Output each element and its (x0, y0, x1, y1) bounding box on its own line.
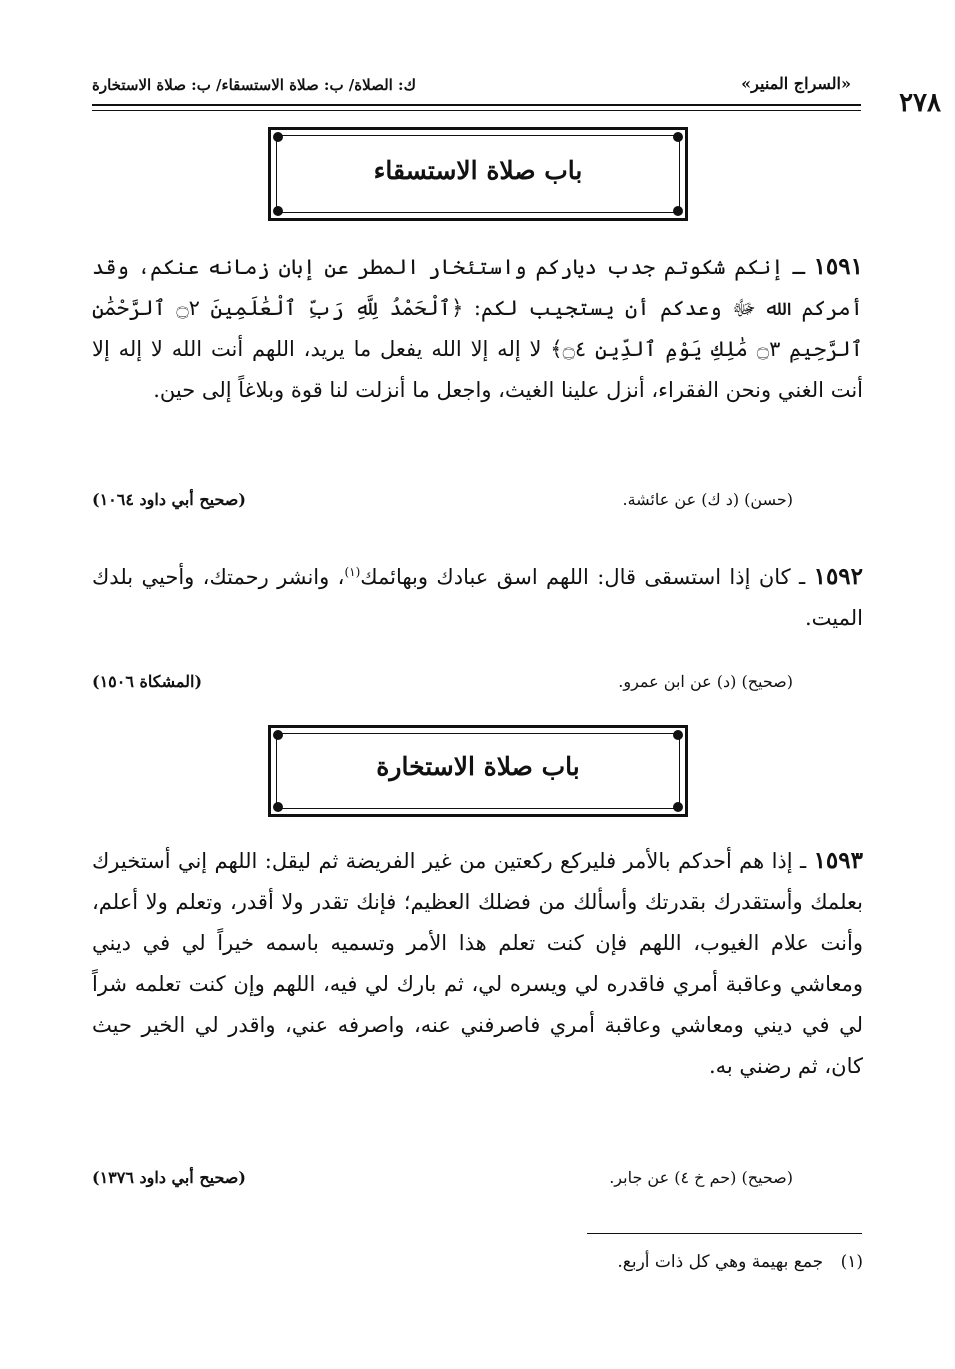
hadith-number: ١٥٩٢ (813, 563, 864, 590)
book-title: «السراج المنير» (741, 74, 851, 93)
page-number: ٢٧٨ (899, 88, 941, 118)
footnote (617, 1252, 863, 1272)
hadith-grading: (حسن) (د ك) عن عائشة. (622, 490, 793, 509)
hadith-source (92, 490, 863, 520)
corner-ornament (673, 730, 683, 740)
running-header (92, 66, 941, 118)
footnote-separator (587, 1233, 862, 1234)
hadith-source (92, 1168, 863, 1198)
footnote-marker[interactable]: (١) (344, 565, 361, 579)
corner-ornament (673, 206, 683, 216)
hadith-grading: (صحيح) (حم خ ٤) عن جابر. (609, 1168, 793, 1187)
hadith-text-continued: لا إله إلا الله يفعل ما يريد، اللهم أنت الله لا إله إلا أنت الغني ونحن الفقراء، أنزل علينا الغيث، واجعل ما أنزلت لنا قوة وبلاغاً إلى حين. (92, 337, 863, 402)
hadith-entry (92, 246, 863, 411)
header-rule (92, 104, 861, 106)
hadith-reference: (المشكاة ١٥٠٦) (92, 672, 203, 691)
chapter-path: ك: الصلاة/ ب: صلاة الاستسقاء/ ب: صلاة الاستخارة (92, 76, 416, 94)
quran-verse: ﴿ٱلْحَمْدُ لِلَّهِ رَبِّ ٱلْعَٰلَمِينَ ۝٢ ٱلرَّحْمَٰنِ ٱلرَّحِيمِ ۝٣ مَٰلِكِ يَوْمِ ٱلدِّينِ ۝٤﴾ (92, 296, 863, 361)
hadith-entry (92, 840, 863, 1087)
hadith-entry (92, 552, 863, 639)
hadith-text-continued: ، وانشر رحمتك، وأحيي بلدك الميت. (92, 565, 863, 630)
hadith-source (92, 672, 863, 702)
section-title: باب صلاة الاستسقاء (373, 156, 583, 185)
hadith-number: ١٥٩١ (813, 253, 863, 280)
corner-ornament (273, 802, 283, 812)
section-title-box (268, 725, 688, 817)
corner-ornament (673, 802, 683, 812)
hadith-number: ١٥٩٣ (813, 847, 863, 874)
hadith-text: إنكم شكوتم جدب دياركم واستئخار المطر عن إبان زمانه عنكم، وقد أمركم الله ﷻ وعدكم أن يستجيب لكم: (92, 255, 863, 320)
section-title: باب صلاة الاستخارة (376, 752, 580, 781)
hadith-reference: (صحيح أبي داود ١٣٧٦) (92, 1168, 246, 1187)
hadith-text: كان إذا استسقى قال: اللهم اسق عبادك وبهائمك (360, 565, 791, 589)
corner-ornament (273, 206, 283, 216)
hadith-text: إذا هم أحدكم بالأمر فليركع ركعتين من غير الفريضة ثم ليقل: اللهم إني أستخيرك بعلمك وأستقدرك بقدرتك وأسألك من فضلك العظيم؛ فإنك تقدر ولا أقدر، وتعلم ولا أعلم، وأنت علام الغيوب، اللهم فإن كنت تعلم هذا الأمر وتسميه باسمه خيراً لي في ديني ومعاشي وعاقبة أمري فاقدره لي ويسره لي، ثم بارك لي فيه، اللهم وإن كنت تعلمه شراً لي في ديني ومعاشي وعاقبة أمري فاصرفني عنه، واصرفه عني، واقدر لي الخير حيث كان، ثم رضني به. (92, 849, 863, 1078)
hadith-dash: ـ (800, 849, 807, 873)
corner-ornament (273, 730, 283, 740)
corner-ornament (273, 132, 283, 142)
footnote-text: جمع بهيمة وهي كل ذات أربع. (617, 1252, 824, 1272)
hadith-dash: ـ (792, 255, 805, 279)
section-title-box (268, 127, 688, 221)
hadith-reference: (صحيح أبي داود ١٠٦٤) (92, 490, 246, 509)
hadith-dash: ـ (799, 565, 806, 589)
header-rule-thin (92, 110, 861, 111)
hadith-grading: (صحيح) (د) عن ابن عمرو. (618, 672, 793, 691)
footnote-number: (١) (840, 1252, 863, 1272)
corner-ornament (673, 132, 683, 142)
